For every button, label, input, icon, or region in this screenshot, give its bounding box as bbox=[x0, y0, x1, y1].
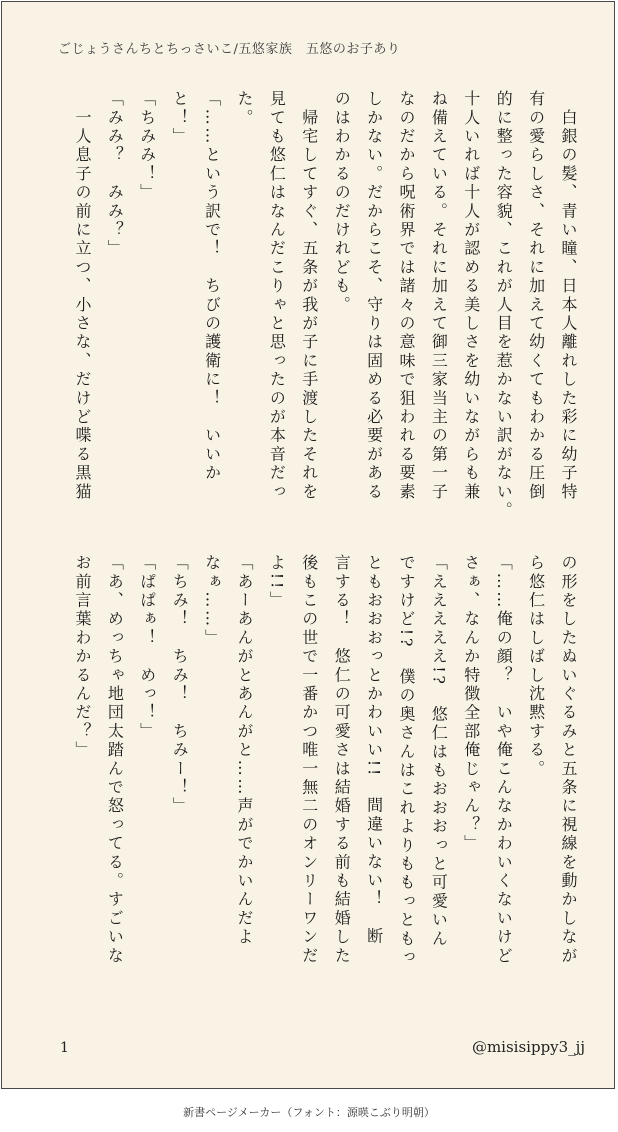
text-column: 「えええええ!? 悠仁はもおおおっと可愛いん bbox=[429, 554, 449, 949]
text-column: 見ても悠仁はなんだこりゃと思ったのが本音だっ bbox=[267, 90, 287, 502]
text-column: 「ぱぱぁ！ めっ！」 bbox=[137, 554, 157, 741]
text-column: 「……俺の顔？ いや俺こんなかわいくないけど bbox=[494, 554, 514, 966]
text-column: ともおおおっとかわいい!! 間違いない！ 断 bbox=[364, 554, 384, 947]
text-column: なぁ……」 bbox=[202, 554, 222, 648]
text-column: 「みみ？ みみ？」 bbox=[105, 90, 125, 259]
text-column: ね備えている。それに加えて御三家当主の第一子 bbox=[429, 90, 449, 502]
vertical-body-text bbox=[2, 2, 614, 1088]
text-column: 有の愛らしさ、それに加えて幼くてもわかる圧倒 bbox=[526, 90, 546, 502]
text-column: 言する！ 悠仁の可愛さは結婚する前も結婚した bbox=[332, 554, 352, 966]
text-column: なのだから呪術界では諸々の意味で狙われる要素 bbox=[397, 90, 416, 502]
page-header: ごじょうさんちとちっさいこ/五悠家族 五悠のお子あり bbox=[58, 42, 401, 57]
page-number: 1 bbox=[60, 1040, 69, 1056]
text-column: 「ちみみ！」 bbox=[137, 90, 157, 203]
generator-credit: 新書ページメーカー（フォント：源暎こぶり明朝） bbox=[183, 1106, 435, 1119]
text-column: しかない。だからこそ、守りは固める必要がある bbox=[364, 90, 384, 502]
text-column: 「……という訳で！ ちびの護衛に！ いいか bbox=[202, 90, 222, 483]
text-column: 十人いれば十人が認める美しさを幼いながらも兼 bbox=[461, 90, 481, 502]
text-column: た。 bbox=[235, 90, 254, 128]
text-column: お前言葉わかるんだ？」 bbox=[73, 554, 92, 760]
text-column: ですけど!? 僕の奥さんはこれよりももっともっ bbox=[397, 554, 416, 968]
text-column: 「あ、めっちゃ地団太踏んで怒ってる。すごいな bbox=[105, 554, 125, 966]
text-column: 後もこの世で一番かつ唯一無二のオンリーワンだ bbox=[299, 554, 319, 966]
text-column: 的に整った容貌、これが人目を惹かない訳がない。 bbox=[494, 90, 514, 521]
text-column: のはわかるのだけれども。 bbox=[332, 90, 352, 315]
book-page bbox=[1, 1, 615, 1089]
text-column: の形をしたぬいぐるみと五条に視線を動かしなが bbox=[559, 554, 578, 966]
text-column: 白銀の髪、青い瞳、日本人離れした彩に幼子特 bbox=[559, 90, 578, 502]
text-column: さぁ、なんか特徴全部俺じゃん？」 bbox=[461, 554, 481, 854]
text-column: と！」 bbox=[170, 90, 190, 147]
text-column: 一人息子の前に立つ、小さな、だけど喋る黒猫 bbox=[73, 90, 92, 502]
text-column: よ!!」 bbox=[267, 554, 287, 610]
text-column: 帰宅してすぐ、五条が我が子に手渡したそれを bbox=[299, 90, 319, 502]
text-column: 「あーあんがとあんがと……声がでかいんだよ bbox=[235, 554, 254, 947]
text-column: ら悠仁はしばし沈黙する。 bbox=[526, 554, 546, 779]
text-column: 「ちみ！ ちみ！ ちみー！」 bbox=[170, 554, 190, 816]
author-handle: @misisippy3_jj bbox=[471, 1038, 585, 1056]
